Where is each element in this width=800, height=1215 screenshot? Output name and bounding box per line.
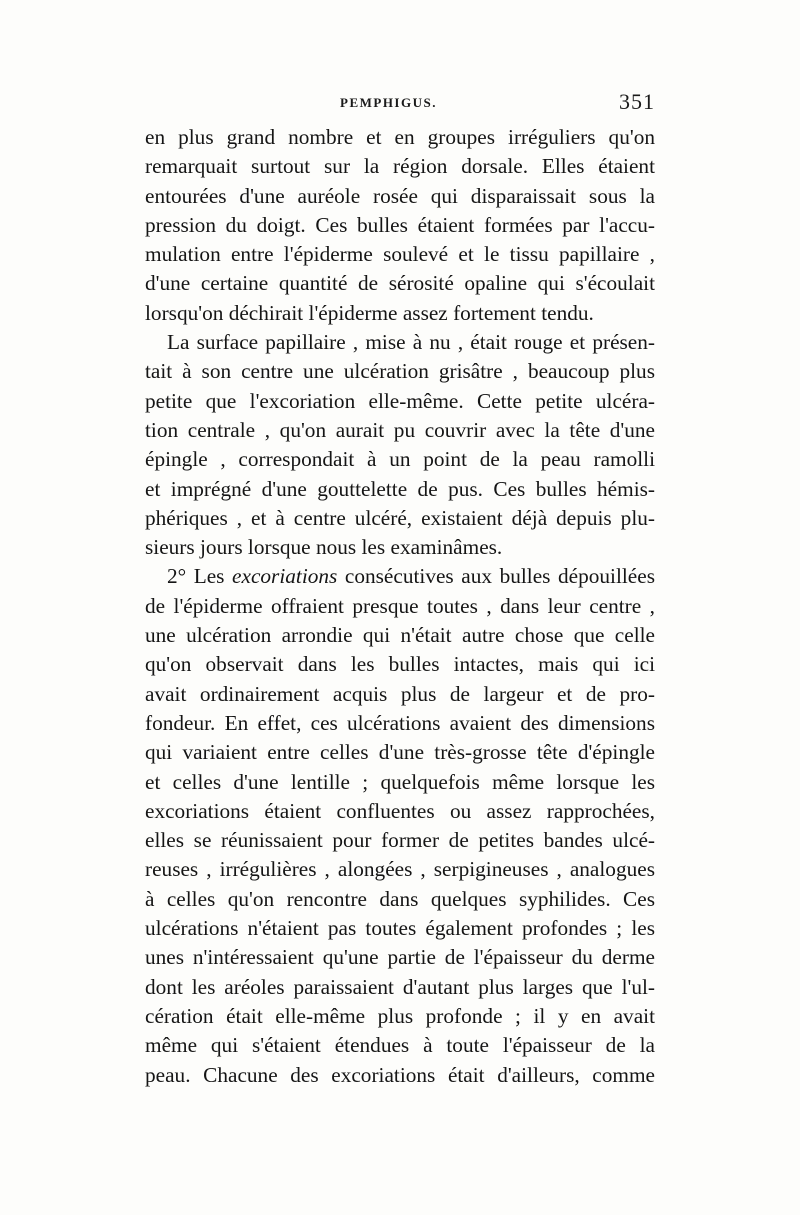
text-line: qu'on observait dans les bulles intactes, mais qui ici [145, 652, 655, 677]
text-line: reuses , irrégulières , alongées , serpigineuses , analogues [145, 857, 655, 882]
text-line: en plus grand nombre et en groupes irréguliers qu'on [145, 125, 655, 149]
text-line: phériques , et à centre ulcéré, existaient déjà depuis plu- [145, 505, 655, 530]
text-line: pression du doigt. Ces bulles étaient formées par l'accu- [145, 212, 655, 237]
text-line: une ulcération arrondie qui n'était autre chose que celle [145, 623, 655, 648]
text-line: cération était elle-même plus profonde ; il y en avait [145, 1003, 655, 1028]
emphasis-term: excoriations [232, 564, 338, 589]
text-line: de l'épiderme offraient presque toutes , dans leur centre , [145, 593, 655, 618]
page-number: 351 [619, 89, 655, 114]
text-line: avait ordinairement acquis plus de largeur et de pro- [145, 681, 655, 706]
text-line: même qui s'étaient étendues à toute l'épaisseur de la [145, 1033, 655, 1058]
text-line: dont les aréoles paraissaient d'autant plus larges que l'ul- [145, 974, 655, 999]
text-line: et imprégné d'une gouttelette de pus. Ces bulles hémis- [145, 476, 655, 501]
text-line: fondeur. En effet, ces ulcérations avaient des dimensions [145, 710, 655, 735]
text-line: excoriations étaient confluentes ou assez rapprochées, [145, 798, 655, 823]
text-line: qui variaient entre celles d'une très-grosse tête d'épingle [145, 740, 655, 765]
text-line: petite que l'excoriation elle-même. Cette petite ulcéra- [145, 388, 655, 413]
text-line: lorsqu'on déchirait l'épiderme assez fortement tendu. [145, 300, 594, 325]
text-line: mulation entre l'épiderme soulevé et le tissu papillaire , [145, 242, 655, 267]
text-line: La surface papillaire , mise à nu , était rouge et présen- [167, 330, 655, 355]
text-line: tion centrale , qu'on aurait pu couvrir avec la tête d'une [145, 417, 655, 442]
text-line: à celles qu'on rencontre dans quelques syphilides. Ces [145, 886, 655, 911]
text-line-rest: consécutives aux bulles dépouillées [344, 564, 655, 589]
text-line: entourées d'une auréole rosée qui disparaissait sous la [145, 183, 655, 208]
text-line: elles se réunissaient pour former de petites bandes ulcé- [145, 828, 655, 853]
text-line: épingle , correspondait à un point de la peau ramolli [145, 447, 655, 472]
numbered-paragraph-start [145, 562, 655, 591]
text-line: remarquait surtout sur la région dorsale. Elles étaient [145, 154, 655, 179]
body-text [145, 123, 655, 1090]
text-line: peau. Chacune des excoriations était d'ailleurs, comme [145, 1062, 655, 1087]
section-number: 2° Les [167, 564, 225, 589]
running-head: PEMPHIGUS. [340, 95, 437, 110]
text-line: et celles d'une lentille ; quelquefois même lorsque les [145, 769, 655, 794]
page-header [145, 89, 655, 119]
text-line: ulcérations n'étaient pas toutes également profondes ; les [145, 916, 655, 941]
text-line: d'une certaine quantité de sérosité opaline qui s'écoulait [145, 271, 655, 296]
text-line: unes n'intéressaient qu'une partie de l'épaisseur du derme [145, 945, 655, 970]
text-line: tait à son centre une ulcération grisâtre , beaucoup plus [145, 359, 655, 384]
text-line: sieurs jours lorsque nous les examinâmes. [145, 535, 503, 560]
